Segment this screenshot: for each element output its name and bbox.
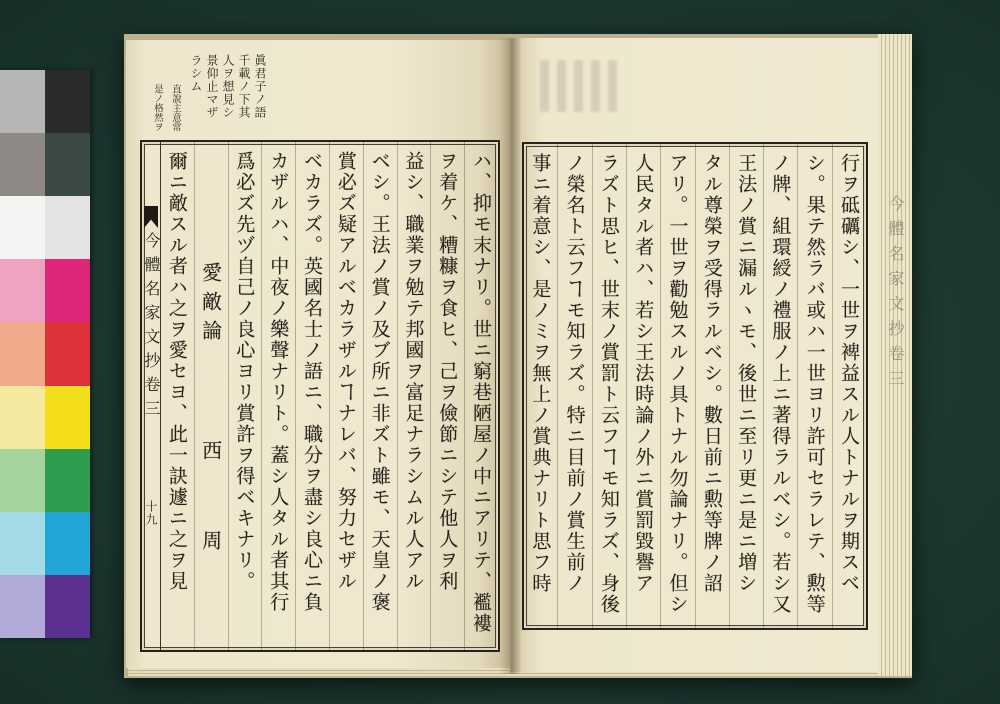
fore-edge-book-title: 今體名家文抄卷三 (886, 195, 905, 395)
fish-tail-mark (144, 206, 158, 228)
text-column: ノ牌、組環綬ノ禮服ノ上ニ著得ラルベシ。若シ又 (763, 144, 797, 628)
text-column: ベカラズ。英國名士ノ語ニ、職分ヲ盡シ良心ニ負 (295, 142, 329, 650)
essay-heading-column (194, 142, 228, 650)
margin-strip (142, 142, 161, 650)
swatch-salmon (0, 322, 45, 385)
author-given-name: 周 (198, 530, 223, 552)
text-column: タル尊榮ヲ受得ラルベシ。數日前ニ勲等牌ノ詔 (695, 144, 729, 628)
center-fold-shadow (500, 38, 522, 674)
text-column: カザルハ、中夜ノ樂聲ナリト。蓋シ人タル者其行 (261, 142, 295, 650)
headnote-line: 直說主意常 (170, 84, 181, 132)
swatch-purple (45, 575, 90, 638)
headnote-line: 眞君子ノ語 (253, 54, 267, 119)
text-column: シ。果テ然ラバ或ハ一世ヨリ許可セラレテ、勲等 (797, 144, 831, 628)
text-column: アリ。一世ヲ勸勉スルノ具トナル勿論ナリ。但シ (660, 144, 694, 628)
author-surname: 西 (198, 440, 223, 462)
text-column: ハ、抑モ末ナリ。世ニ窮巷陋屋ノ中ニアリテ、襤褸 (464, 142, 498, 650)
text-columns (524, 144, 866, 628)
text-column: ノ榮名ト云フヿモ知ラズ。特ニ目前ノ賞生前ノ (557, 144, 591, 628)
swatch-cyan (45, 512, 90, 575)
text-column: 行ヲ砥礪シ、一世ヲ裨益スル人トナルヲ期スベ (832, 144, 866, 628)
swatch-lavender (0, 575, 45, 638)
text-column: ベシ。王法ノ賞ノ及ブ所ニ非ズト雖モ、天皇ノ褒 (363, 142, 397, 650)
swatch-black (45, 70, 90, 133)
swatch-yellow (45, 386, 90, 449)
headnote-upper (188, 54, 268, 124)
text-column: 王法ノ賞ニ漏ルヽモ、後世ニ至リ更ニ是ニ増シ (729, 144, 763, 628)
headnote-lower (148, 84, 184, 134)
swatch-light-yellow (0, 386, 45, 449)
text-column: 爲必ズ先ヅ自己ノ良心ヨリ賞許ヲ得ベキナリ。 (228, 142, 262, 650)
swatch-pink (0, 259, 45, 322)
left-page (126, 40, 510, 668)
headnote-line: 景仰止マザ (205, 54, 219, 119)
page-stack-fore-edge (878, 34, 912, 676)
folio-number: 十九 (144, 500, 158, 526)
text-columns (161, 142, 498, 650)
swatch-white (0, 196, 45, 259)
swatch-light-green (0, 449, 45, 512)
headnote-line: 是ノ格然ヲ (152, 84, 163, 132)
swatch-off-white (45, 196, 90, 259)
swatch-dark-gray (45, 133, 90, 196)
margin-book-title: 今體名家文抄卷三 (142, 232, 161, 424)
text-column: 益シ、職業ヲ勉テ邦國ヲ富足ナラシムル人アル (397, 142, 431, 650)
text-column: 人民タル者ハ、若シ王法時論ノ外ニ賞罰毀譽ア (626, 144, 660, 628)
text-column: ラズト思ヒ、世末ノ賞罰ト云フヿモ知ラズ、身後 (592, 144, 626, 628)
bleed-through-marks (540, 60, 624, 112)
swatch-light-cyan (0, 512, 45, 575)
text-column: 賞必ズ疑アルベカラザルヿナレバ、努力セザル (329, 142, 363, 650)
color-calibration-chart (0, 70, 90, 638)
text-frame (140, 140, 500, 652)
headnote-line: 人ヲ想見シ (221, 54, 235, 119)
headnote-line: 千載ノ下其 (237, 54, 251, 119)
text-column: 事ニ着意シ、是ノミヲ無上ノ賞典ナリト思フ時 (529, 153, 552, 594)
headnote-line: ラシム (189, 54, 203, 93)
swatch-magenta (45, 259, 90, 322)
right-page (510, 38, 878, 672)
swatch-mid-gray (0, 133, 45, 196)
essay-title: 愛敵論 (198, 262, 223, 349)
swatch-light-gray (0, 70, 45, 133)
text-column: ヲ着ケ、糟糠ヲ食ヒ、己ヲ儉節ニシテ他人ヲ利 (430, 142, 464, 650)
text-column: 爾ニ敵スル者ハ之ヲ愛セヨ、此一訣遽ニ之ヲ見 (165, 151, 188, 592)
text-frame (522, 142, 868, 630)
swatch-red (45, 322, 90, 385)
swatch-green (45, 449, 90, 512)
